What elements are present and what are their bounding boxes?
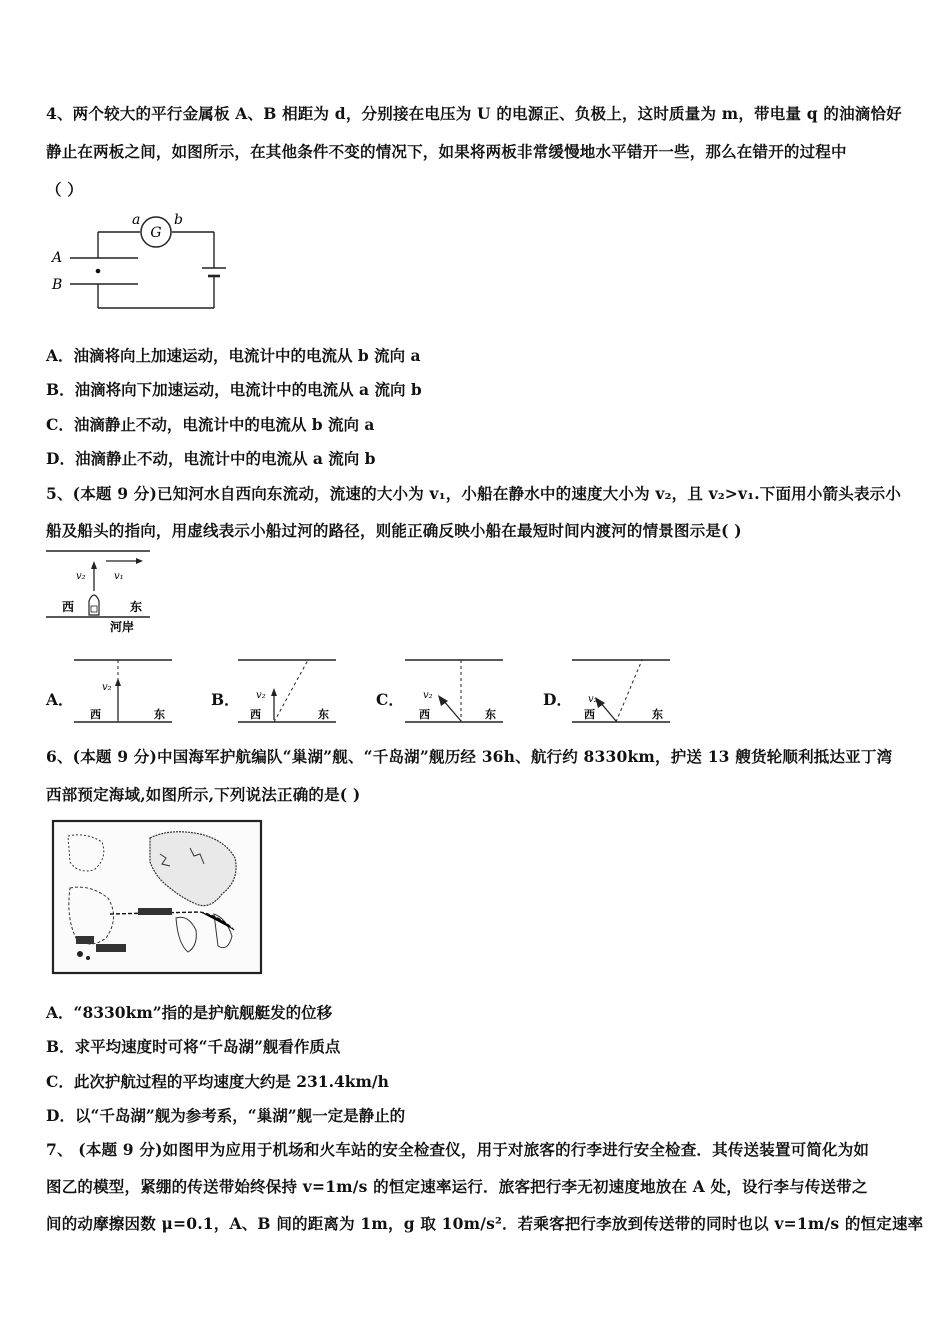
q5-option-c-figure [403,654,507,726]
q7-line-1: 7、 (本题 9 分)如图甲为应用于机场和火车站的安全检查仪，用于对旅客的行李进行安全检查．其传送装置可简化为如 [46,1140,870,1159]
svg-text:西: 西 [90,708,101,721]
svg-text:东: 东 [652,708,663,721]
q4-line-2: 静止在两板之间，如图所示，在其他条件不变的情况下，如果将两板非常缓慢地水平错开一些，那么在错开的过程中 [46,142,847,161]
q6-option-a: A．“8330km”指的是护航舰艇发的位移 [46,1003,333,1022]
q5-line-2: 船及船头的指向，用虚线表示小船过河的路径，则能正确反映小船在最短时间内渡河的情景图示是( ) [46,521,742,540]
q6-option-c: C．此次护航过程的平均速度大约是 231.4km/h [46,1072,389,1091]
q4-option-c: C．油滴静止不动，电流计中的电流从 b 流向 a [46,415,375,434]
q5-river-figure [44,545,156,637]
q5-option-a-label: A． [46,690,74,709]
svg-text:西: 西 [584,708,595,721]
label-v2: v₂ [76,571,86,582]
q5-option-a-figure [72,654,176,726]
q4-circuit-figure [46,210,236,320]
q6-option-b: B．求平均速度时可将“千岛湖”舰看作质点 [46,1037,341,1056]
q5-option-b-figure [236,654,340,726]
svg-text:东: 东 [318,708,329,721]
q6-option-d: D．以“千岛湖”舰为参考系，“巢湖”舰一定是静止的 [46,1106,406,1125]
q5-option-b-label: B． [211,690,240,709]
svg-text:v₂: v₂ [423,690,433,701]
q4-line-1: 4、两个较大的平行金属板 A、B 相距为 d，分别接在电压为 U 的电源正、负极上，这时质量为 m，带电量 q 的油滴恰好 [46,104,902,123]
q4-option-d: D．油滴静止不动，电流计中的电流从 a 流向 b [46,449,376,468]
label-plate-b: B [52,277,63,293]
oil-drop [96,269,101,274]
q6-line-1: 6、(本题 9 分)中国海军护航编队“巢湖”舰、“千岛湖”舰历经 36h、航行约 8330km，护送 13 艘货轮顺利抵达亚丁湾 [46,747,893,766]
q6-line-2: 西部预定海域,如图所示,下列说法正确的是( ) [46,785,361,804]
svg-text:东: 东 [485,708,496,721]
galvanometer-label: G [150,225,162,241]
q5-option-d-figure [570,654,674,726]
label-v1: v₁ [114,571,124,582]
svg-text:西: 西 [250,708,261,721]
q4-option-a: A．油滴将向上加速运动，电流计中的电流从 b 流向 a [46,346,421,365]
label-east: 东 [130,600,143,614]
svg-text:西: 西 [419,708,430,721]
label-plate-a: A [52,250,63,266]
label-a: a [132,212,141,228]
svg-text:东: 东 [154,708,165,721]
q4-option-b: B．油滴将向下加速运动，电流计中的电流从 a 流向 b [46,380,422,399]
label-b: b [174,212,183,228]
q7-line-3: 间的动摩擦因数 μ=0.1，A、B 间的距离为 1m，g 取 10m/s²．若乘客把行李放到传送带的同时也以 v=1m/s 的恒定速率 [46,1214,924,1233]
q5-line-1: 5、(本题 9 分)已知河水自西向东流动，流速的大小为 v₁，小船在静水中的速度大小为 v₂，且 v₂>v₁.下面用小箭头表示小 [46,484,902,503]
q6-map-figure [50,818,264,976]
label-bank: 河岸 [110,620,135,634]
svg-text:v₂: v₂ [102,682,112,693]
svg-text:v₂: v₂ [256,690,266,701]
q4-line-3: （ ） [46,180,83,199]
q7-line-2: 图乙的模型，紧绷的传送带始终保持 v=1m/s 的恒定速率运行．旅客把行李无初速度地放在 A 处，设行李与传送带之 [46,1177,868,1196]
label-west: 西 [62,600,75,614]
q5-option-c-label: C． [376,690,404,709]
svg-text:v₂: v₂ [588,694,598,705]
q5-option-d-label: D． [543,690,572,709]
